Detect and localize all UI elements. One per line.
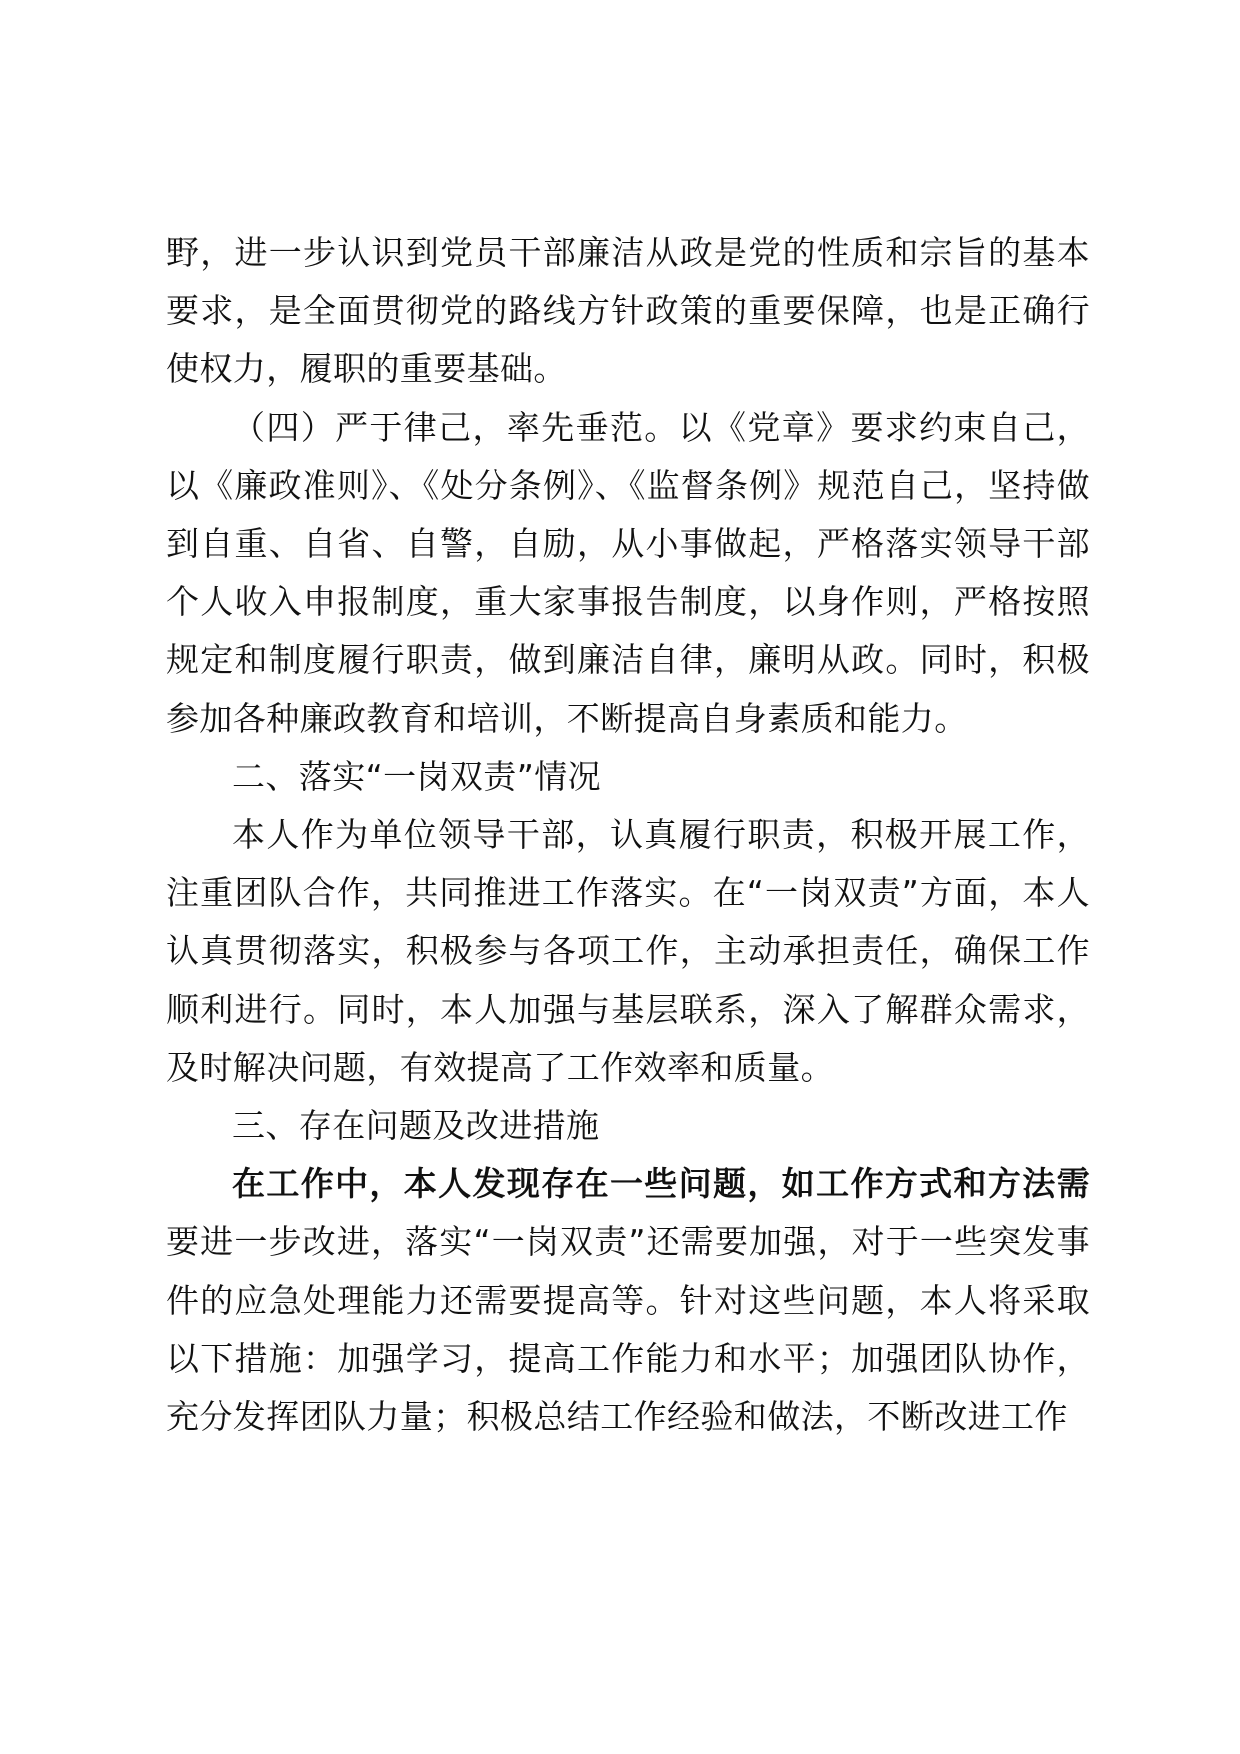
paragraph-bold-lead: 在工作中，本人发现存在一些问题，如工作方式和方法需	[232, 1164, 1090, 1204]
paragraph-section-three-text: 要进一步改进，落实“一岗双责”还需要加强，对于一些突发事件的应急处理能力还需要提高等。针对这些问题，本人将采取以下措施：加强学习，提高工作能力和水平；加强团队协作，充分发挥团队力量；积极总结工作经验和做法，不断改进工作	[166, 1222, 1090, 1437]
paragraph-section-three-body	[166, 1155, 1090, 1446]
section-heading-two: 二、落实“一岗双责”情况	[232, 756, 601, 796]
paragraph-intro-continued: 野，进一步认识到党员干部廉洁从政是党的性质和宗旨的基本要求，是全面贯彻党的路线方针政策的重要保障，也是正确行使权力，履职的重要基础。	[166, 233, 1090, 389]
section-heading-three: 三、存在问题及改进措施	[232, 1106, 600, 1146]
document-body	[166, 224, 1090, 1446]
paragraph-section-four: （四）严于律己，率先垂范。以《党章》要求约束自己，以《廉政准则》、《处分条例》、《监督条例》规范自己，坚持做到自重、自省、自警，自励，从小事做起，严格落实领导干部个人收入申报制度，重大家事报告制度，以身作则，严格按照规定和制度履行职责，做到廉洁自律，廉明从政。同时，积极参加各种廉政教育和培训，不断提高自身素质和能力。	[166, 407, 1090, 738]
paragraph-section-two-body: 本人作为单位领导干部，认真履行职责，积极开展工作，注重团队合作，共同推进工作落实。在“一岗双责”方面，本人认真贯彻落实，积极参与各项工作，主动承担责任，确保工作顺利进行。同时，本人加强与基层联系，深入了解群众需求，及时解决问题，有效提高了工作效率和质量。	[166, 815, 1090, 1087]
